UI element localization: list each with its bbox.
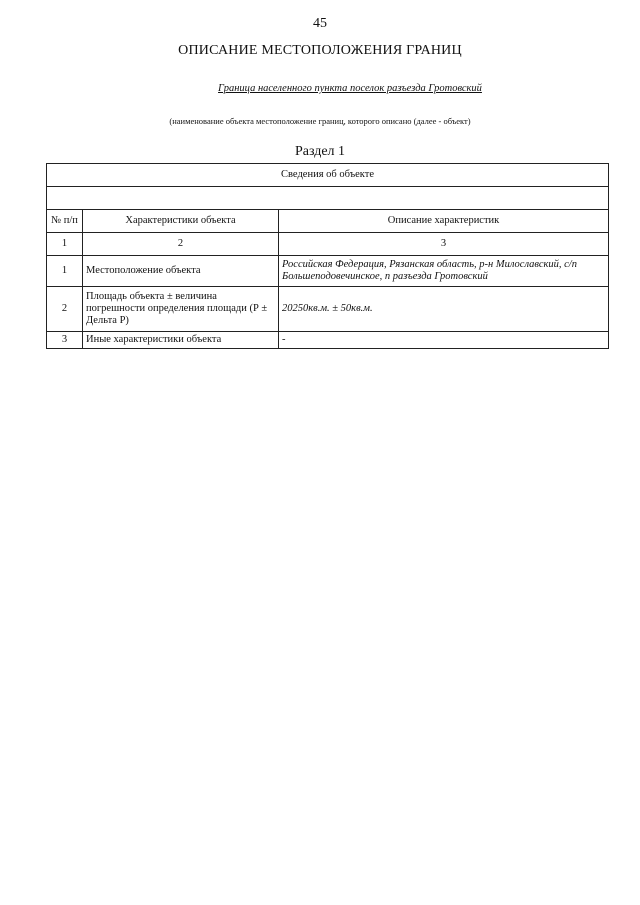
row-num: 2: [47, 287, 83, 332]
row-num: 1: [47, 256, 83, 287]
table-caption: Сведения об объекте: [47, 164, 609, 187]
object-info-table: [46, 163, 609, 349]
document-title: ОПИСАНИЕ МЕСТОПОЛОЖЕНИЯ ГРАНИЦ: [178, 43, 462, 58]
table-caption-row: [47, 164, 609, 187]
table-row: [47, 332, 609, 349]
header-num: № п/п: [47, 210, 83, 233]
row-characteristic: Иные характеристики объекта: [83, 332, 279, 349]
section-title: Раздел 1: [294, 144, 346, 159]
row-description: -: [279, 332, 609, 349]
row-characteristic: Площадь объекта ± величина погрешности определения площади (Р ± Дельта Р): [83, 287, 279, 332]
row-characteristic: Местоположение объекта: [83, 256, 279, 287]
table-row: [47, 287, 609, 332]
object-name-caption: (наименование объекта местоположение границ, которого описано (далее - объект): [169, 116, 471, 126]
table-column-numbers-row: [47, 233, 609, 256]
page-number: 45: [313, 16, 327, 31]
column-number: 3: [279, 233, 609, 256]
table-row: [47, 256, 609, 287]
table-header-row: [47, 210, 609, 233]
header-description: Описание характеристик: [279, 210, 609, 233]
object-name: Граница населенного пункта поселок разъезда Гротовский: [218, 83, 482, 94]
row-description: Российская Федерация, Рязанская область, р-н Милославский, с/п Большеподовечинское, п разъезда Гротовский: [279, 256, 609, 287]
row-num: 3: [47, 332, 83, 349]
row-description: 20250кв.м. ± 50кв.м.: [279, 287, 609, 332]
table-empty-cell: [47, 187, 609, 210]
header-characteristic: Характеристики объекта: [83, 210, 279, 233]
table-empty-row: [47, 187, 609, 210]
column-number: 1: [47, 233, 83, 256]
column-number: 2: [83, 233, 279, 256]
